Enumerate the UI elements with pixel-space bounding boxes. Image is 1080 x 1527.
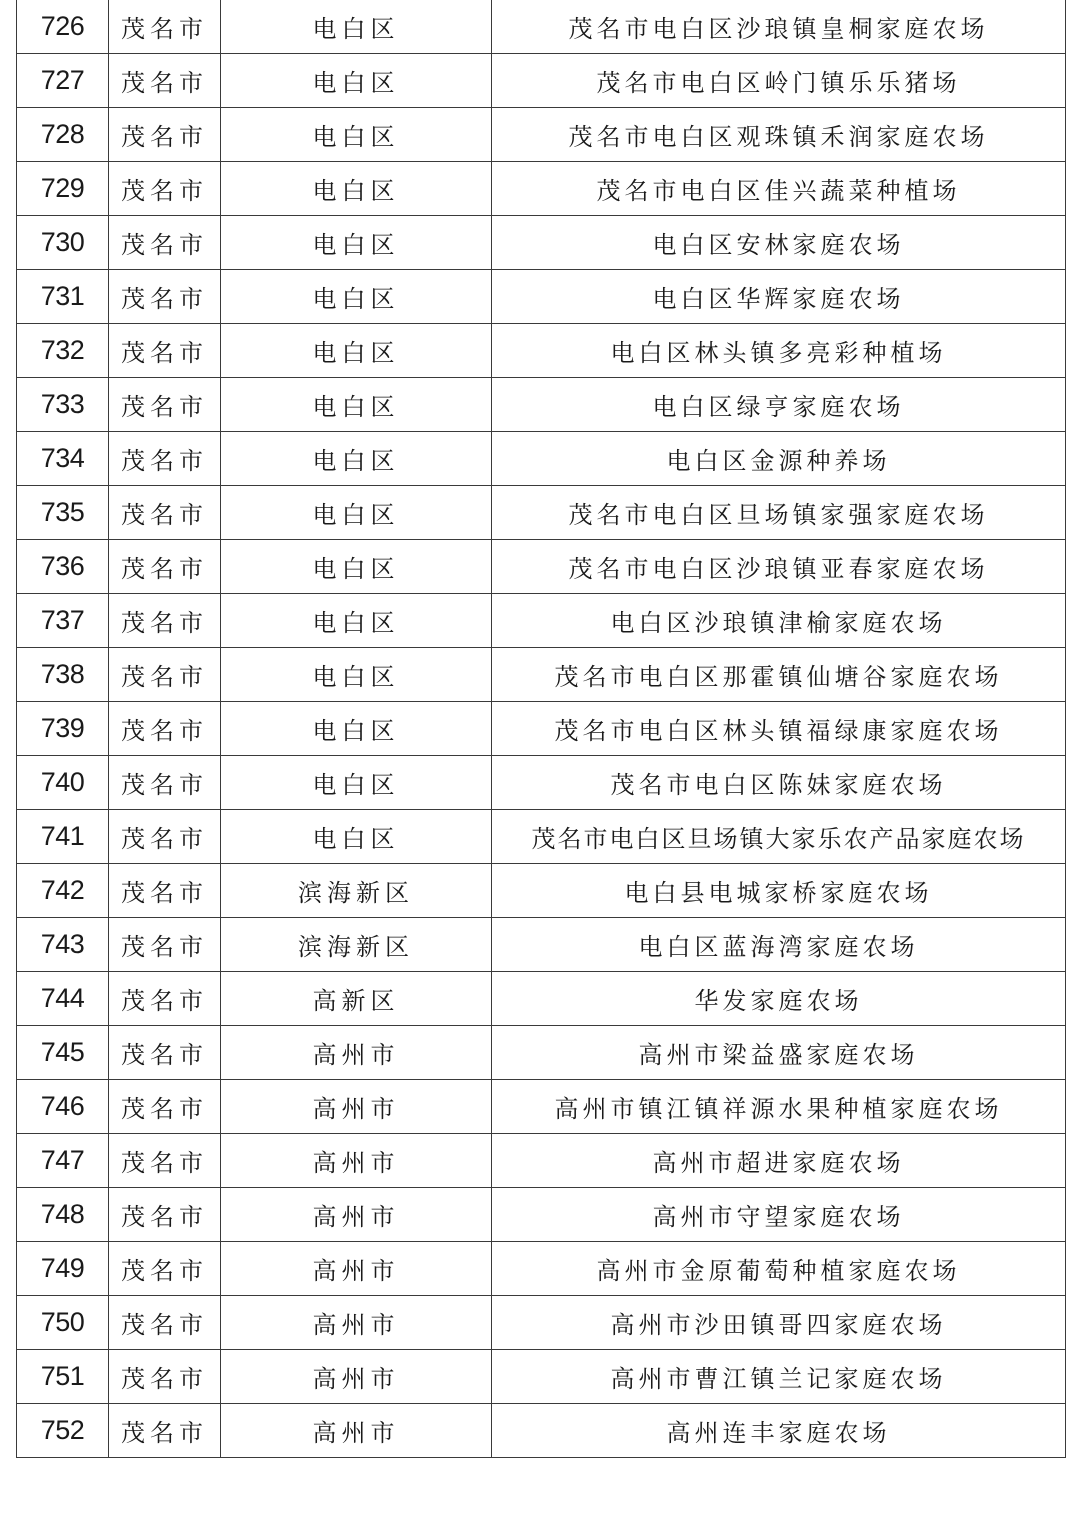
row-number-cell: 751: [17, 1350, 109, 1404]
district-cell: 电白区: [221, 486, 492, 540]
city-cell: 茂名市: [109, 270, 221, 324]
district-cell: 高州市: [221, 1134, 492, 1188]
farm-name-cell: 茂名市电白区那霍镇仙塘谷家庭农场: [492, 648, 1066, 702]
district-cell: 高州市: [221, 1026, 492, 1080]
table-row: [17, 324, 1066, 378]
city-cell: 茂名市: [109, 1404, 221, 1458]
table-row: [17, 1242, 1066, 1296]
farm-name-cell: 电白区沙琅镇津榆家庭农场: [492, 594, 1066, 648]
district-cell: 电白区: [221, 270, 492, 324]
table-row: [17, 54, 1066, 108]
city-cell: 茂名市: [109, 0, 221, 54]
city-cell: 茂名市: [109, 1080, 221, 1134]
table-row: [17, 918, 1066, 972]
city-cell: 茂名市: [109, 378, 221, 432]
city-cell: 茂名市: [109, 1296, 221, 1350]
farm-name-cell: 茂名市电白区佳兴蔬菜种植场: [492, 162, 1066, 216]
farm-name-cell: 电白区华辉家庭农场: [492, 270, 1066, 324]
table-row: [17, 1188, 1066, 1242]
district-cell: 高州市: [221, 1242, 492, 1296]
farm-name-cell: 高州连丰家庭农场: [492, 1404, 1066, 1458]
farm-name-cell: 高州市梁益盛家庭农场: [492, 1026, 1066, 1080]
district-cell: 电白区: [221, 324, 492, 378]
farm-name-cell: 电白区金源种养场: [492, 432, 1066, 486]
city-cell: 茂名市: [109, 972, 221, 1026]
city-cell: 茂名市: [109, 864, 221, 918]
district-cell: 高新区: [221, 972, 492, 1026]
farm-roster-table: [16, 0, 1066, 1458]
district-cell: 电白区: [221, 216, 492, 270]
farm-name-cell: 电白县电城家桥家庭农场: [492, 864, 1066, 918]
row-number-cell: 732: [17, 324, 109, 378]
city-cell: 茂名市: [109, 432, 221, 486]
city-cell: 茂名市: [109, 540, 221, 594]
row-number-cell: 735: [17, 486, 109, 540]
row-number-cell: 749: [17, 1242, 109, 1296]
city-cell: 茂名市: [109, 648, 221, 702]
district-cell: 高州市: [221, 1404, 492, 1458]
table-row: [17, 594, 1066, 648]
city-cell: 茂名市: [109, 1134, 221, 1188]
farm-name-cell: 高州市金原葡萄种植家庭农场: [492, 1242, 1066, 1296]
district-cell: 高州市: [221, 1080, 492, 1134]
table-row: [17, 1404, 1066, 1458]
farm-name-cell: 茂名市电白区旦场镇家强家庭农场: [492, 486, 1066, 540]
table-row: [17, 1026, 1066, 1080]
district-cell: 电白区: [221, 378, 492, 432]
district-cell: 电白区: [221, 648, 492, 702]
table-row: [17, 0, 1066, 54]
table-body: [17, 0, 1066, 1458]
row-number-cell: 746: [17, 1080, 109, 1134]
district-cell: 滨海新区: [221, 918, 492, 972]
district-cell: 电白区: [221, 702, 492, 756]
table-row: [17, 540, 1066, 594]
district-cell: 滨海新区: [221, 864, 492, 918]
district-cell: 高州市: [221, 1188, 492, 1242]
row-number-cell: 738: [17, 648, 109, 702]
city-cell: 茂名市: [109, 1188, 221, 1242]
city-cell: 茂名市: [109, 1026, 221, 1080]
row-number-cell: 727: [17, 54, 109, 108]
city-cell: 茂名市: [109, 594, 221, 648]
row-number-cell: 743: [17, 918, 109, 972]
city-cell: 茂名市: [109, 162, 221, 216]
district-cell: 电白区: [221, 432, 492, 486]
row-number-cell: 733: [17, 378, 109, 432]
district-cell: 电白区: [221, 162, 492, 216]
table-row: [17, 864, 1066, 918]
city-cell: 茂名市: [109, 486, 221, 540]
farm-name-cell: 茂名市电白区沙琅镇亚春家庭农场: [492, 540, 1066, 594]
city-cell: 茂名市: [109, 108, 221, 162]
city-cell: 茂名市: [109, 1242, 221, 1296]
district-cell: 高州市: [221, 1296, 492, 1350]
table-row: [17, 648, 1066, 702]
city-cell: 茂名市: [109, 54, 221, 108]
row-number-cell: 729: [17, 162, 109, 216]
table-row: [17, 756, 1066, 810]
table-row: [17, 1350, 1066, 1404]
row-number-cell: 728: [17, 108, 109, 162]
table-row: [17, 702, 1066, 756]
table-row: [17, 378, 1066, 432]
district-cell: 电白区: [221, 594, 492, 648]
row-number-cell: 748: [17, 1188, 109, 1242]
farm-name-cell: 茂名市电白区林头镇福绿康家庭农场: [492, 702, 1066, 756]
farm-name-cell: 电白区安林家庭农场: [492, 216, 1066, 270]
district-cell: 电白区: [221, 108, 492, 162]
farm-name-cell: 茂名市电白区观珠镇禾润家庭农场: [492, 108, 1066, 162]
farm-name-cell: 高州市镇江镇祥源水果种植家庭农场: [492, 1080, 1066, 1134]
table-row: [17, 270, 1066, 324]
district-cell: 电白区: [221, 756, 492, 810]
farm-name-cell: 茂名市电白区旦场镇大家乐农产品家庭农场: [492, 810, 1066, 864]
row-number-cell: 745: [17, 1026, 109, 1080]
table-row: [17, 972, 1066, 1026]
farm-name-cell: 茂名市电白区沙琅镇皇桐家庭农场: [492, 0, 1066, 54]
table-row: [17, 486, 1066, 540]
row-number-cell: 752: [17, 1404, 109, 1458]
farm-name-cell: 茂名市电白区岭门镇乐乐猪场: [492, 54, 1066, 108]
row-number-cell: 730: [17, 216, 109, 270]
farm-name-cell: 高州市超进家庭农场: [492, 1134, 1066, 1188]
farm-name-cell: 电白区绿亨家庭农场: [492, 378, 1066, 432]
table-row: [17, 1080, 1066, 1134]
farm-name-cell: 高州市守望家庭农场: [492, 1188, 1066, 1242]
farm-name-cell: 华发家庭农场: [492, 972, 1066, 1026]
row-number-cell: 739: [17, 702, 109, 756]
row-number-cell: 731: [17, 270, 109, 324]
table-row: [17, 216, 1066, 270]
table-row: [17, 162, 1066, 216]
row-number-cell: 726: [17, 0, 109, 54]
farm-name-cell: 电白区蓝海湾家庭农场: [492, 918, 1066, 972]
city-cell: 茂名市: [109, 702, 221, 756]
row-number-cell: 736: [17, 540, 109, 594]
row-number-cell: 747: [17, 1134, 109, 1188]
table-row: [17, 810, 1066, 864]
city-cell: 茂名市: [109, 216, 221, 270]
row-number-cell: 742: [17, 864, 109, 918]
district-cell: 电白区: [221, 54, 492, 108]
farm-name-cell: 高州市沙田镇哥四家庭农场: [492, 1296, 1066, 1350]
farm-name-cell: 茂名市电白区陈妹家庭农场: [492, 756, 1066, 810]
city-cell: 茂名市: [109, 918, 221, 972]
district-cell: 电白区: [221, 540, 492, 594]
table-row: [17, 1296, 1066, 1350]
row-number-cell: 744: [17, 972, 109, 1026]
district-cell: 高州市: [221, 1350, 492, 1404]
row-number-cell: 741: [17, 810, 109, 864]
city-cell: 茂名市: [109, 810, 221, 864]
district-cell: 电白区: [221, 0, 492, 54]
farm-roster-sheet: [16, 0, 1065, 1458]
table-row: [17, 1134, 1066, 1188]
table-row: [17, 432, 1066, 486]
row-number-cell: 750: [17, 1296, 109, 1350]
city-cell: 茂名市: [109, 756, 221, 810]
row-number-cell: 734: [17, 432, 109, 486]
farm-name-cell: 高州市曹江镇兰记家庭农场: [492, 1350, 1066, 1404]
row-number-cell: 737: [17, 594, 109, 648]
table-row: [17, 108, 1066, 162]
city-cell: 茂名市: [109, 324, 221, 378]
row-number-cell: 740: [17, 756, 109, 810]
district-cell: 电白区: [221, 810, 492, 864]
city-cell: 茂名市: [109, 1350, 221, 1404]
farm-name-cell: 电白区林头镇多亮彩种植场: [492, 324, 1066, 378]
